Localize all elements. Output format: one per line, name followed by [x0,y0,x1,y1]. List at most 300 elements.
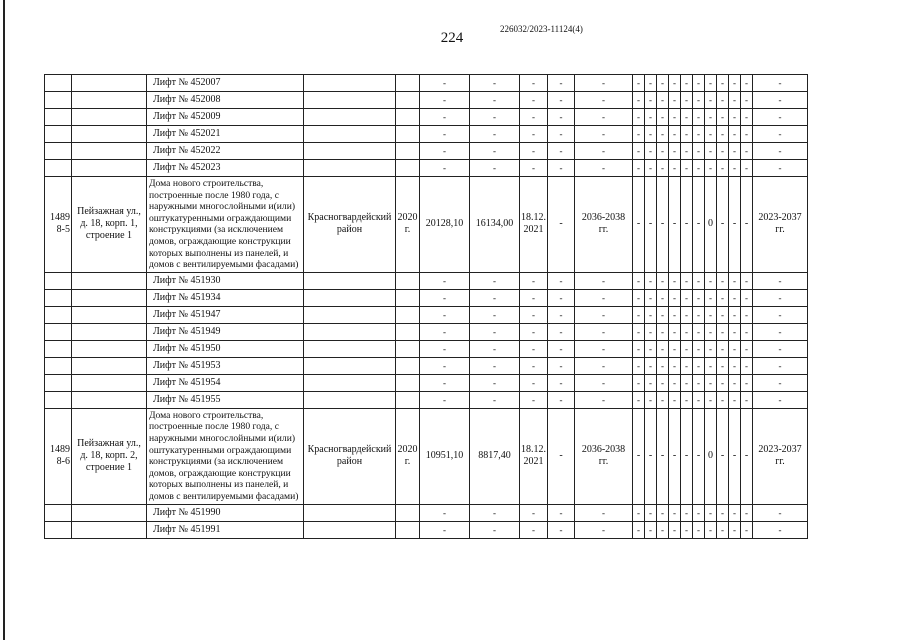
dash-cell: - [548,126,575,143]
plan-period-cell: - [575,272,633,289]
mark-cell: - [657,323,669,340]
address-cell [72,306,147,323]
mark-cell: - [633,143,645,160]
mark-cell: - [729,143,741,160]
address-cell [72,323,147,340]
mark-cell: - [645,143,657,160]
final-period-cell: - [753,521,808,538]
mark-cell: - [741,177,753,273]
mark-cell: - [729,357,741,374]
mark-cell: - [717,75,729,92]
mark-cell: - [669,160,681,177]
mark-cell: - [705,289,717,306]
mark-cell: - [681,109,693,126]
year-cell [396,75,420,92]
date-cell: - [520,357,548,374]
mark-cell: - [741,289,753,306]
mark-cell: - [633,504,645,521]
mark-cell: - [693,109,705,126]
plan-period-cell: - [575,504,633,521]
lift-row [45,92,808,109]
final-period-cell: - [753,143,808,160]
area-total-cell: - [420,289,470,306]
mark-cell: - [633,323,645,340]
lift-row [45,391,808,408]
mark-cell: - [729,374,741,391]
final-period-cell: - [753,289,808,306]
mark-cell: - [705,109,717,126]
mark-cell: - [681,340,693,357]
area-total-cell: - [420,272,470,289]
mark-cell: - [681,391,693,408]
plan-period-cell: - [575,391,633,408]
mark-cell: - [669,504,681,521]
mark-cell: - [681,143,693,160]
mark-cell: - [657,521,669,538]
final-period-cell: - [753,391,808,408]
lift-name-cell: Лифт № 451949 [147,323,304,340]
lift-name-cell: Лифт № 452021 [147,126,304,143]
plan-period-cell: - [575,143,633,160]
mark-cell: - [705,357,717,374]
mark-cell: - [657,272,669,289]
mark-cell: - [741,109,753,126]
lift-row [45,272,808,289]
mark-cell: 0 [705,177,717,273]
mark-cell: - [705,340,717,357]
mark-cell: - [633,521,645,538]
mark-cell: - [717,391,729,408]
dash-cell: - [548,391,575,408]
building-id-cell [45,160,72,177]
mark-cell: - [717,374,729,391]
mark-cell: - [717,160,729,177]
district-cell [304,374,396,391]
address-cell [72,289,147,306]
area-living-cell: - [470,357,520,374]
dash-cell: - [548,272,575,289]
mark-cell: - [633,340,645,357]
building-id-cell [45,272,72,289]
dash-cell: - [548,109,575,126]
mark-cell: - [729,340,741,357]
mark-cell: - [681,323,693,340]
mark-cell: - [657,75,669,92]
mark-cell: - [741,357,753,374]
mark-cell: - [633,306,645,323]
date-cell: - [520,272,548,289]
year-cell [396,109,420,126]
date-cell: - [520,504,548,521]
mark-cell: - [717,323,729,340]
mark-cell: - [669,109,681,126]
lift-row [45,374,808,391]
mark-cell: - [705,160,717,177]
dash-cell: - [548,521,575,538]
mark-cell: - [681,374,693,391]
building-id-cell [45,357,72,374]
mark-cell: - [645,306,657,323]
plan-period-cell: - [575,340,633,357]
mark-cell: - [681,504,693,521]
area-living-cell: 16134,00 [470,177,520,273]
mark-cell: - [633,160,645,177]
mark-cell: - [741,75,753,92]
district-cell: Красногвардейский район [304,408,396,504]
year-cell [396,289,420,306]
year-cell [396,504,420,521]
mark-cell: - [705,306,717,323]
dash-cell: - [548,306,575,323]
mark-cell: - [681,160,693,177]
address-cell [72,504,147,521]
area-total-cell: - [420,521,470,538]
dash-cell: - [548,504,575,521]
mark-cell: - [681,126,693,143]
lift-row [45,289,808,306]
district-cell: Красногвардейский район [304,177,396,273]
year-cell [396,323,420,340]
lift-name-cell: Лифт № 451991 [147,521,304,538]
year-cell [396,143,420,160]
mark-cell: - [681,289,693,306]
area-total-cell: - [420,391,470,408]
mark-cell: - [729,391,741,408]
mark-cell: - [693,306,705,323]
district-cell [304,357,396,374]
address-cell [72,109,147,126]
mark-cell: - [741,504,753,521]
mark-cell: - [645,109,657,126]
mark-cell: - [681,75,693,92]
dash-cell: - [548,357,575,374]
plan-period-cell: - [575,126,633,143]
lift-row [45,504,808,521]
mark-cell: - [657,143,669,160]
mark-cell: - [717,177,729,273]
mark-cell: - [645,323,657,340]
mark-cell: - [657,177,669,273]
plan-period-cell: - [575,109,633,126]
final-period-cell: 2023-2037 гг. [753,177,808,273]
mark-cell: - [717,126,729,143]
mark-cell: - [741,408,753,504]
area-living-cell: - [470,306,520,323]
mark-cell: - [645,504,657,521]
mark-cell: - [669,408,681,504]
year-cell: 2020 г. [396,408,420,504]
final-period-cell: - [753,272,808,289]
mark-cell: - [669,521,681,538]
building-id-cell [45,504,72,521]
lift-row [45,160,808,177]
lift-name-cell: Лифт № 452008 [147,92,304,109]
lift-name-cell: Лифт № 451953 [147,357,304,374]
mark-cell: - [705,374,717,391]
mark-cell: - [717,92,729,109]
district-cell [304,504,396,521]
mark-cell: - [633,92,645,109]
year-cell [396,92,420,109]
mark-cell: - [705,272,717,289]
mark-cell: - [741,306,753,323]
mark-cell: - [681,521,693,538]
mark-cell: - [645,374,657,391]
plan-period-cell: - [575,323,633,340]
lift-name-cell: Лифт № 452022 [147,143,304,160]
register-table [44,74,808,539]
mark-cell: - [657,408,669,504]
mark-cell: - [693,521,705,538]
mark-cell: - [729,160,741,177]
address-cell [72,374,147,391]
mark-cell: - [741,143,753,160]
mark-cell: - [645,160,657,177]
final-period-cell: - [753,323,808,340]
district-cell [304,323,396,340]
mark-cell: - [729,504,741,521]
final-period-cell: 2023-2037 гг. [753,408,808,504]
mark-cell: - [669,143,681,160]
mark-cell: - [657,289,669,306]
area-total-cell: - [420,109,470,126]
mark-cell: - [645,521,657,538]
mark-cell: - [717,357,729,374]
mark-cell: - [657,504,669,521]
mark-cell: - [717,340,729,357]
mark-cell: - [729,272,741,289]
district-cell [304,92,396,109]
final-period-cell: - [753,126,808,143]
area-total-cell: - [420,504,470,521]
mark-cell: - [705,143,717,160]
mark-cell: - [717,143,729,160]
mark-cell: - [633,357,645,374]
date-cell: - [520,391,548,408]
dash-cell: - [548,92,575,109]
mark-cell: - [729,92,741,109]
final-period-cell: - [753,306,808,323]
district-cell [304,272,396,289]
address-cell [72,521,147,538]
lift-row [45,340,808,357]
address-cell [72,143,147,160]
area-total-cell: - [420,143,470,160]
year-cell [396,126,420,143]
mark-cell: - [717,306,729,323]
mark-cell: - [657,92,669,109]
plan-period-cell: - [575,521,633,538]
building-id-cell [45,75,72,92]
mark-cell: - [657,357,669,374]
mark-cell: - [633,289,645,306]
register-body [45,75,808,539]
mark-cell: - [669,374,681,391]
address-cell: Пейзажная ул., д. 18, корп. 2, строение 1 [72,408,147,504]
mark-cell: - [645,272,657,289]
date-cell: - [520,160,548,177]
mark-cell: - [717,289,729,306]
mark-cell: - [729,306,741,323]
mark-cell: - [717,504,729,521]
mark-cell: - [669,306,681,323]
address-cell [72,357,147,374]
building-row [45,177,808,273]
lift-name-cell: Лифт № 451955 [147,391,304,408]
lift-name-cell: Лифт № 451930 [147,272,304,289]
plan-period-cell: - [575,160,633,177]
mark-cell: - [693,374,705,391]
area-total-cell: - [420,306,470,323]
mark-cell: - [741,340,753,357]
plan-period-cell: - [575,357,633,374]
date-cell: 18.12. 2021 [520,177,548,273]
mark-cell: - [681,408,693,504]
address-cell: Пейзажная ул., д. 18, корп. 1, строение 1 [72,177,147,273]
mark-cell: - [633,75,645,92]
mark-cell: - [693,340,705,357]
mark-cell: - [693,504,705,521]
final-period-cell: - [753,340,808,357]
area-total-cell: - [420,126,470,143]
mark-cell: - [705,504,717,521]
mark-cell: - [693,92,705,109]
lift-name-cell: Лифт № 451954 [147,374,304,391]
dash-cell: - [548,408,575,504]
address-cell [72,160,147,177]
mark-cell: - [633,391,645,408]
mark-cell: - [693,323,705,340]
area-living-cell: - [470,272,520,289]
dash-cell: - [548,323,575,340]
mark-cell: - [741,391,753,408]
building-id-cell [45,323,72,340]
date-cell: - [520,340,548,357]
dash-cell: - [548,374,575,391]
lift-name-cell: Лифт № 452023 [147,160,304,177]
building-id-cell [45,374,72,391]
mark-cell: - [741,374,753,391]
year-cell: 2020 г. [396,177,420,273]
area-living-cell: - [470,323,520,340]
dash-cell: - [548,177,575,273]
year-cell [396,306,420,323]
area-living-cell: - [470,289,520,306]
left-margin-rule [3,0,5,640]
plan-period-cell: - [575,289,633,306]
mark-cell: - [657,126,669,143]
lift-row [45,323,808,340]
area-total-cell: - [420,92,470,109]
mark-cell: - [633,374,645,391]
final-period-cell: - [753,504,808,521]
mark-cell: - [669,126,681,143]
area-total-cell: - [420,160,470,177]
mark-cell: - [693,272,705,289]
area-living-cell: - [470,374,520,391]
building-id-cell [45,143,72,160]
area-total-cell: - [420,357,470,374]
year-cell [396,374,420,391]
mark-cell: - [645,289,657,306]
mark-cell: - [657,109,669,126]
mark-cell: - [669,357,681,374]
address-cell [72,92,147,109]
final-period-cell: - [753,357,808,374]
mark-cell: - [705,126,717,143]
mark-cell: - [729,177,741,273]
lift-row [45,357,808,374]
mark-cell: - [693,357,705,374]
lift-row [45,306,808,323]
mark-cell: - [693,289,705,306]
mark-cell: - [657,160,669,177]
mark-cell: - [693,160,705,177]
area-living-cell: 8817,40 [470,408,520,504]
date-cell: - [520,521,548,538]
area-total-cell: 20128,10 [420,177,470,273]
area-total-cell: - [420,374,470,391]
building-id-cell [45,391,72,408]
final-period-cell: - [753,374,808,391]
plan-period-cell: - [575,75,633,92]
plan-period-cell: - [575,306,633,323]
mark-cell: - [657,391,669,408]
mark-cell: - [633,177,645,273]
year-cell [396,521,420,538]
district-cell [304,289,396,306]
building-id-cell [45,289,72,306]
plan-period-cell: - [575,92,633,109]
mark-cell: - [669,391,681,408]
area-living-cell: - [470,521,520,538]
date-cell: 18.12. 2021 [520,408,548,504]
mark-cell: - [645,340,657,357]
district-cell [304,521,396,538]
mark-cell: - [717,408,729,504]
district-cell [304,109,396,126]
area-total-cell: - [420,75,470,92]
area-living-cell: - [470,92,520,109]
district-cell [304,340,396,357]
dash-cell: - [548,75,575,92]
mark-cell: - [717,521,729,538]
lift-name-cell: Лифт № 451947 [147,306,304,323]
mark-cell: - [741,323,753,340]
mark-cell: - [705,521,717,538]
mark-cell: - [693,126,705,143]
plan-period-cell: 2036-2038 гг. [575,177,633,273]
building-id-cell [45,306,72,323]
area-living-cell: - [470,391,520,408]
year-cell [396,272,420,289]
mark-cell: - [645,126,657,143]
mark-cell: - [693,75,705,92]
building-id-cell [45,109,72,126]
area-living-cell: - [470,75,520,92]
document-reference: 226032/2023-11124(4) [500,24,583,34]
mark-cell: - [645,177,657,273]
district-cell [304,160,396,177]
mark-cell: - [693,391,705,408]
mark-cell: - [729,289,741,306]
final-period-cell: - [753,92,808,109]
mark-cell: - [741,160,753,177]
mark-cell: - [669,75,681,92]
mark-cell: - [681,92,693,109]
lift-row [45,143,808,160]
lift-row [45,126,808,143]
